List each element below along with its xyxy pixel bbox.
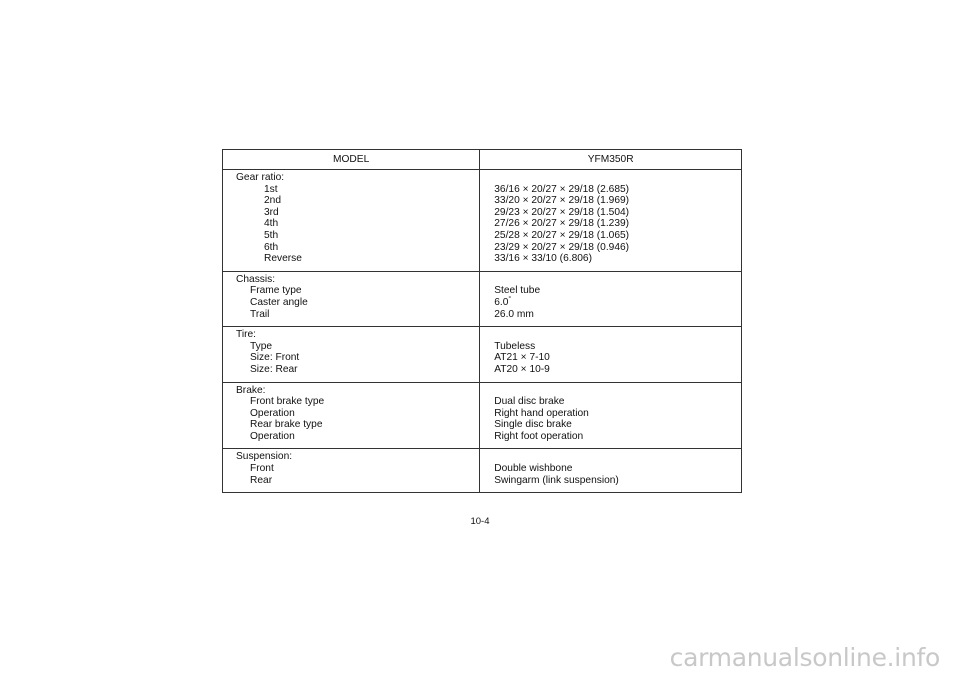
- model-name-header: YFM350R: [480, 150, 742, 170]
- suspension-values: [480, 449, 742, 493]
- chassis-item: Trail: [250, 308, 270, 320]
- suspension-item: Rear: [250, 474, 273, 486]
- gear-value: 33/20 × 20/27 × 29/18 (1.969): [494, 195, 630, 207]
- tire-values: [480, 327, 742, 382]
- brake-values: [480, 382, 742, 449]
- chassis-row: [223, 271, 742, 326]
- brake-item: Operation: [250, 430, 295, 442]
- gear-value: 27/26 × 20/27 × 29/18 (1.239): [494, 218, 630, 230]
- chassis-labels: [223, 271, 480, 326]
- tire-item: Size: Rear: [250, 363, 298, 375]
- chassis-value: Steel tube: [494, 285, 541, 297]
- tire-label: Tire:: [236, 329, 256, 341]
- tire-row: [223, 327, 742, 382]
- caster-angle-number: 6.0: [494, 296, 509, 308]
- tire-item: Type: [250, 340, 273, 352]
- suspension-labels: [223, 449, 480, 493]
- chassis-value: 26.0 mm: [494, 308, 534, 320]
- brake-value: Right hand operation: [494, 407, 589, 419]
- caster-angle-value: [480, 297, 741, 309]
- gear-ratio-values: [480, 170, 742, 272]
- spec-table: [222, 149, 742, 493]
- gear-ratio-label: Gear ratio:: [236, 172, 285, 183]
- chassis-item: Frame type: [250, 285, 302, 297]
- tire-value: Tubeless: [494, 340, 536, 352]
- gear-item: 4th: [264, 218, 279, 230]
- suspension-item: Front: [250, 463, 274, 475]
- brake-item: Operation: [250, 407, 295, 419]
- gear-item: 1st: [264, 183, 278, 195]
- gear-item: 3rd: [264, 206, 279, 218]
- suspension-value: Swingarm (link suspension): [494, 474, 619, 486]
- gear-item: 2nd: [264, 195, 281, 207]
- degree-symbol: °: [508, 295, 512, 303]
- tire-value: AT21 × 7-10: [494, 352, 550, 364]
- brake-row: [223, 382, 742, 449]
- model-header: MODEL: [223, 150, 480, 170]
- gear-ratio-labels: [223, 170, 480, 272]
- gear-ratio-row: [223, 170, 742, 272]
- suspension-label: Suspension:: [236, 451, 293, 463]
- brake-item: Rear brake type: [250, 419, 323, 431]
- suspension-row: [223, 449, 742, 493]
- chassis-label: Chassis:: [236, 273, 276, 285]
- gear-item: 6th: [264, 241, 279, 253]
- watermark: carmanualsonline.info: [669, 643, 940, 672]
- gear-item: Reverse: [264, 253, 302, 265]
- gear-value: 33/16 × 33/10 (6.806): [494, 253, 592, 265]
- page-number: 10-4: [470, 516, 490, 527]
- suspension-value: Double wishbone: [494, 463, 573, 475]
- tire-item: Size: Front: [250, 352, 300, 364]
- tire-labels: [223, 327, 480, 382]
- brake-value: Single disc brake: [494, 419, 572, 431]
- brake-labels: [223, 382, 480, 449]
- brake-value: Right foot operation: [494, 430, 584, 442]
- tire-value: AT20 × 10-9: [494, 363, 550, 375]
- gear-value: 29/23 × 20/27 × 29/18 (1.504): [494, 206, 630, 218]
- gear-value: 23/29 × 20/27 × 29/18 (0.946): [494, 241, 630, 253]
- brake-item: Front brake type: [250, 396, 325, 408]
- gear-item: 5th: [264, 229, 279, 241]
- chassis-values: [480, 271, 742, 326]
- gear-value: 36/16 × 20/27 × 29/18 (2.685): [494, 183, 630, 195]
- gear-value: 25/28 × 20/27 × 29/18 (1.065): [494, 229, 630, 241]
- table-header-row: [223, 150, 742, 170]
- brake-value: Dual disc brake: [494, 396, 565, 408]
- brake-label: Brake:: [236, 384, 266, 396]
- chassis-item: Caster angle: [250, 296, 308, 308]
